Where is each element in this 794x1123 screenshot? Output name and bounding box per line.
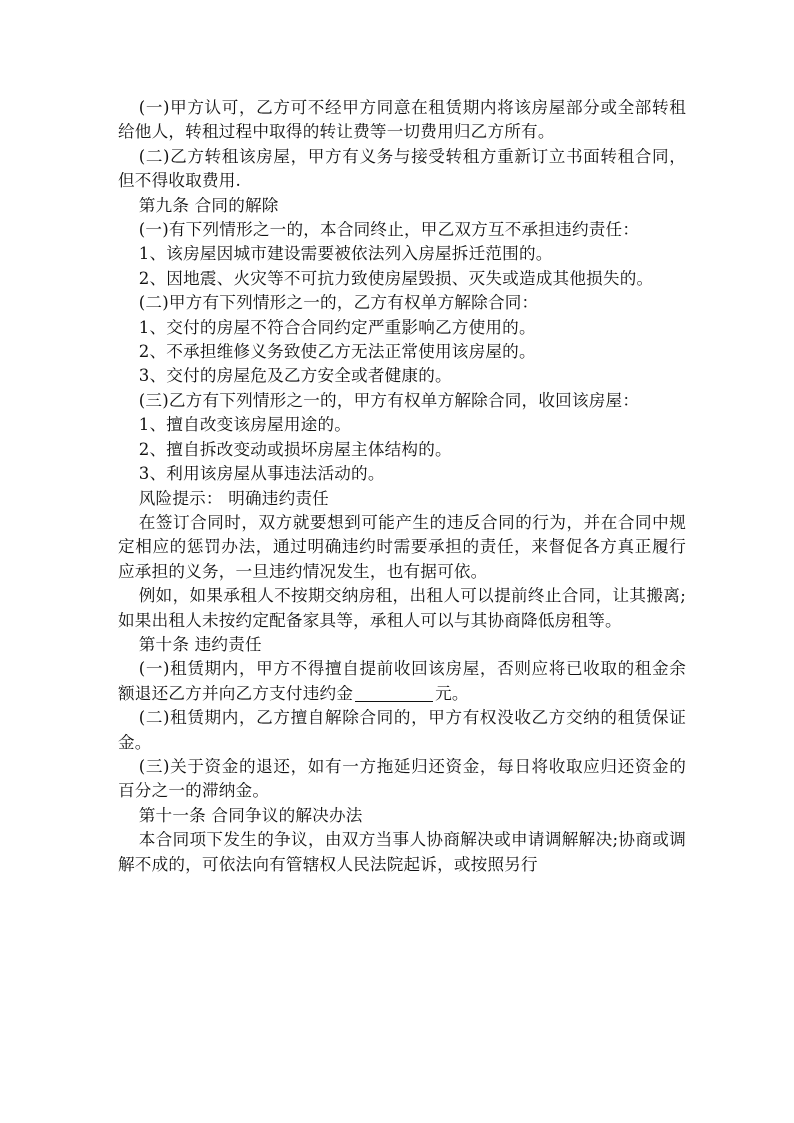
list-item: 3、利用该房屋从事违法活动的。 [138,464,385,484]
paragraph: (一)甲方认可，乙方可不经甲方同意在租赁期内将该房屋部分或全部转租给他人，转租过程中取得的转让费等一切费用归乙方所有。 [118,98,686,142]
penalty-clause-unit: 元。 [435,683,469,703]
paragraph: (三)乙方有下列情形之一的，甲方有权单方解除合同，收回该房屋： [138,390,640,410]
document-body [118,96,686,877]
list-item: 2、擅自拆改变动或损坏房屋主体结构的。 [138,439,452,459]
risk-tip-heading: 风险提示： 明确违约责任 [138,488,329,508]
paragraph: (二)甲方有下列情形之一的，乙方有权单方解除合同： [138,293,539,313]
paragraph: (三)关于资金的退还，如有一方拖延归还资金，每日将收取应归还资金的百分之一的滞纳金。 [118,756,686,801]
article-heading: 第十条 违约责任 [138,634,262,654]
paragraph: 例如，如果承租人不按期交纳房租，出租人可以提前终止合同，让其搬离;如果出租人未按约定配备家具等，承租人可以与其协商降低房租等。 [118,586,686,630]
paragraph: (一)有下列情形之一的，本合同终止，甲乙双方互不承担违约责任： [138,220,640,240]
penalty-clause [118,657,686,706]
list-item: 1、交付的房屋不符合合同约定严重影响乙方使用的。 [138,317,536,337]
penalty-amount-blank [355,683,433,702]
article-heading: 第九条 合同的解除 [138,195,279,215]
list-item: 1、该房屋因城市建设需要被依法列入房屋拆迁范围的。 [138,244,553,264]
list-item: 1、擅自改变该房屋用途的。 [138,415,352,435]
list-item: 2、不承担维修义务致使乙方无法正常使用该房屋的。 [138,342,536,362]
paragraph: (二)租赁期内，乙方擅自解除合同的，甲方有权没收乙方交纳的租赁保证金。 [118,708,686,752]
paragraph: (二)乙方转租该房屋，甲方有义务与接受转租方重新订立书面转租合同，但不得收取费用. [118,146,686,191]
paragraph: 在签订合同时，双方就要想到可能产生的违反合同的行为，并在合同中规定相应的惩罚办法，通过明确违约时需要承担的责任，来督促各方真正履行应承担的义务，一旦违约情况发生，也有据可依。 [118,512,686,581]
article-heading: 第十一条 合同争议的解决办法 [138,805,363,825]
paragraph: 本合同项下发生的争议，由双方当事人协商解决或申请调解解决;协商或调解不成的，可依法向有管辖权人民法院起诉，或按照另行 [118,830,686,874]
list-item: 2、因地震、火灾等不可抗力致使房屋毁损、灭失或造成其他损失的。 [138,268,654,288]
list-item: 3、交付的房屋危及乙方安全或者健康的。 [138,366,452,386]
penalty-clause-text: (一)租赁期内，甲方不得擅自提前收回该房屋，否则应将已收取的租金余额退还乙方并向乙方支付违约金 [118,659,686,703]
